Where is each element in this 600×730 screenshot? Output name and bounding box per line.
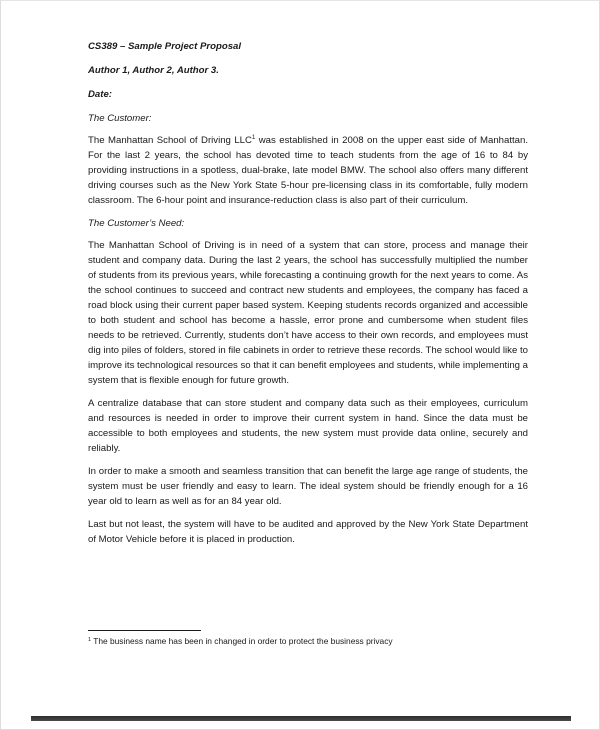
- footnote-marker: 1: [88, 637, 92, 643]
- paragraph-need-problem: The Manhattan School of Driving is in need of a system that can store, process and manage their student and company data. During the last 2 years, the school has successfully multiplied the number of students from its previous years, while forecasting a continuing growth for the next years to come. As the school continues to succeed and contract new students and employees, the company has faced a road block using their current paper based system. Keeping students records organized and accessible to both student and school has become a hassle, error prone and cumbersome when student files needs to be retrieved. Currently, students don’t have access to their own records, and employees must dig into piles of folders, stored in file cabinets in order to retrieve these records. The school would like to improve its technological resources so that it can benefit employees and students, while implementing a system that is flexible enough for future growth.: [88, 240, 528, 386]
- footnote-divider: [88, 630, 201, 631]
- authors-line: Author 1, Author 2, Author 3.: [88, 65, 219, 76]
- section-title-customer-need: The Customer’s Need:: [88, 218, 185, 229]
- paragraph-text: was established in 2008 on the upper east side of Manhattan. For the last 2 years, the school has devoted time to teach students from the age of 16 to 84 by providing instructions in a spotless, dual-brake, late model BMW. The school also offers many different driving courses such as the New York State 5-hour pre-licensing class in its comfortable, fully modern classroom. The 6-hour point and insurance-reduction class is also part of their curriculum.: [88, 135, 529, 206]
- course-title: CS389 – Sample Project Proposal: [88, 41, 242, 52]
- paragraph-need-database: A centralize database that can store student and company data such as their employees, curriculum and resources is needed in order to improve their current system in hand. Since the data must be accessible to both employees and students, the new system must provide data online, securely and reliably.: [88, 398, 528, 454]
- footnote-text: The business name has been in changed in order to protect the business privacy: [91, 636, 393, 646]
- footnote: [88, 635, 508, 647]
- paragraph-text: The Manhattan School of Driving LLC: [88, 135, 252, 146]
- paragraph-need-approval: Last but not least, the system will have to be audited and approved by the New York State Department of Motor Vehicle before it is placed in production.: [88, 519, 528, 545]
- page-bottom-bar: [31, 716, 571, 721]
- date-label: Date:: [88, 89, 112, 100]
- document-body: [88, 39, 528, 555]
- section-title-customer: The Customer:: [88, 113, 152, 124]
- footnote-reference[interactable]: 1: [251, 135, 256, 141]
- paragraph-customer-intro: [88, 133, 528, 208]
- paragraph-need-usability: In order to make a smooth and seamless transition that can benefit the large age range of students, the system must be user friendly and easy to learn. The ideal system should be friendly enough for a 16 year old to learn as well as for an 84 year old.: [88, 466, 528, 507]
